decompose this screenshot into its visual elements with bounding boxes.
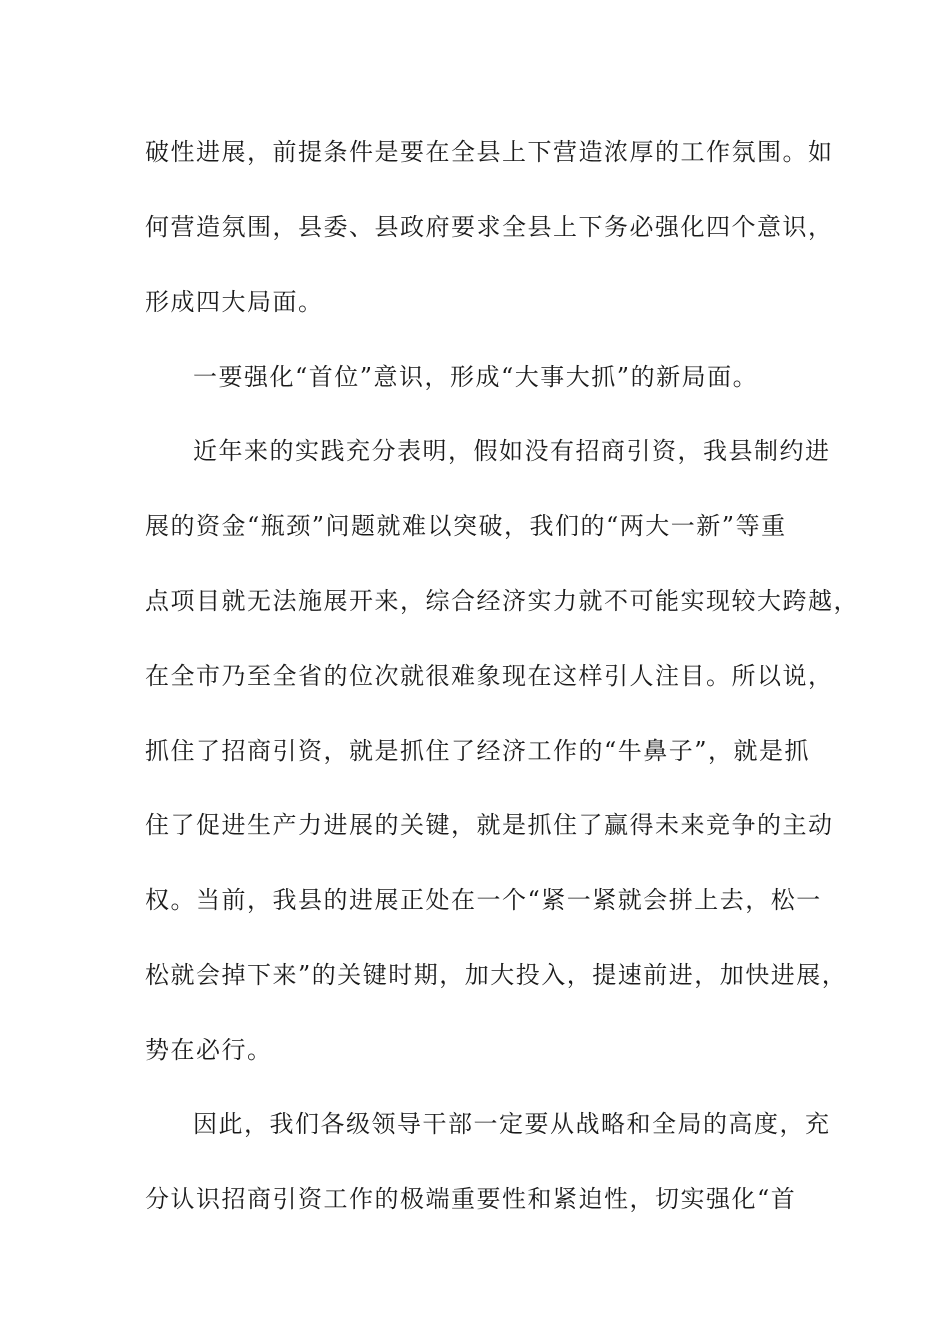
text-line: 住了促进生产力进展的关键，就是抓住了赢得未来竞争的主动 xyxy=(145,811,834,839)
text-line: 抓住了招商引资，就是抓住了经济工作的“牛鼻子”，就是抓 xyxy=(145,737,811,765)
text-line: 点项目就无法施展开来，综合经济实力就不可能实现较大跨越， xyxy=(145,587,859,615)
text-line: 因此，我们各级领导干部一定要从战略和全局的高度，充 xyxy=(193,1110,831,1138)
text-line: 破性进展，前提条件是要在全县上下营造浓厚的工作氛围。如 xyxy=(145,138,834,166)
text-line: 形成四大局面。 xyxy=(145,288,324,316)
text-line: 权。当前，我县的进展正处在一个“紧一紧就会拼上去，松一 xyxy=(145,886,822,914)
text-line: 近年来的实践充分表明，假如没有招商引资，我县制约进 xyxy=(193,437,831,465)
text-line: 在全市乃至全省的位次就很难象现在这样引人注目。所以说， xyxy=(145,662,834,690)
text-line: 分认识招商引资工作的极端重要性和紧迫性，切实强化“首 xyxy=(145,1185,797,1213)
section-heading: 一要强化“首位”意识，形成“大事大抓”的新局面。 xyxy=(193,363,759,391)
text-line: 松就会掉下来”的关键时期，加大投入，提速前进，加快进展， xyxy=(145,961,848,989)
text-line: 何营造氛围，县委、县政府要求全县上下务必强化四个意识， xyxy=(145,213,834,241)
text-line: 势在必行。 xyxy=(145,1036,273,1064)
text-line: 展的资金“瓶颈”问题就难以突破，我们的“两大一新”等重 xyxy=(145,512,787,540)
